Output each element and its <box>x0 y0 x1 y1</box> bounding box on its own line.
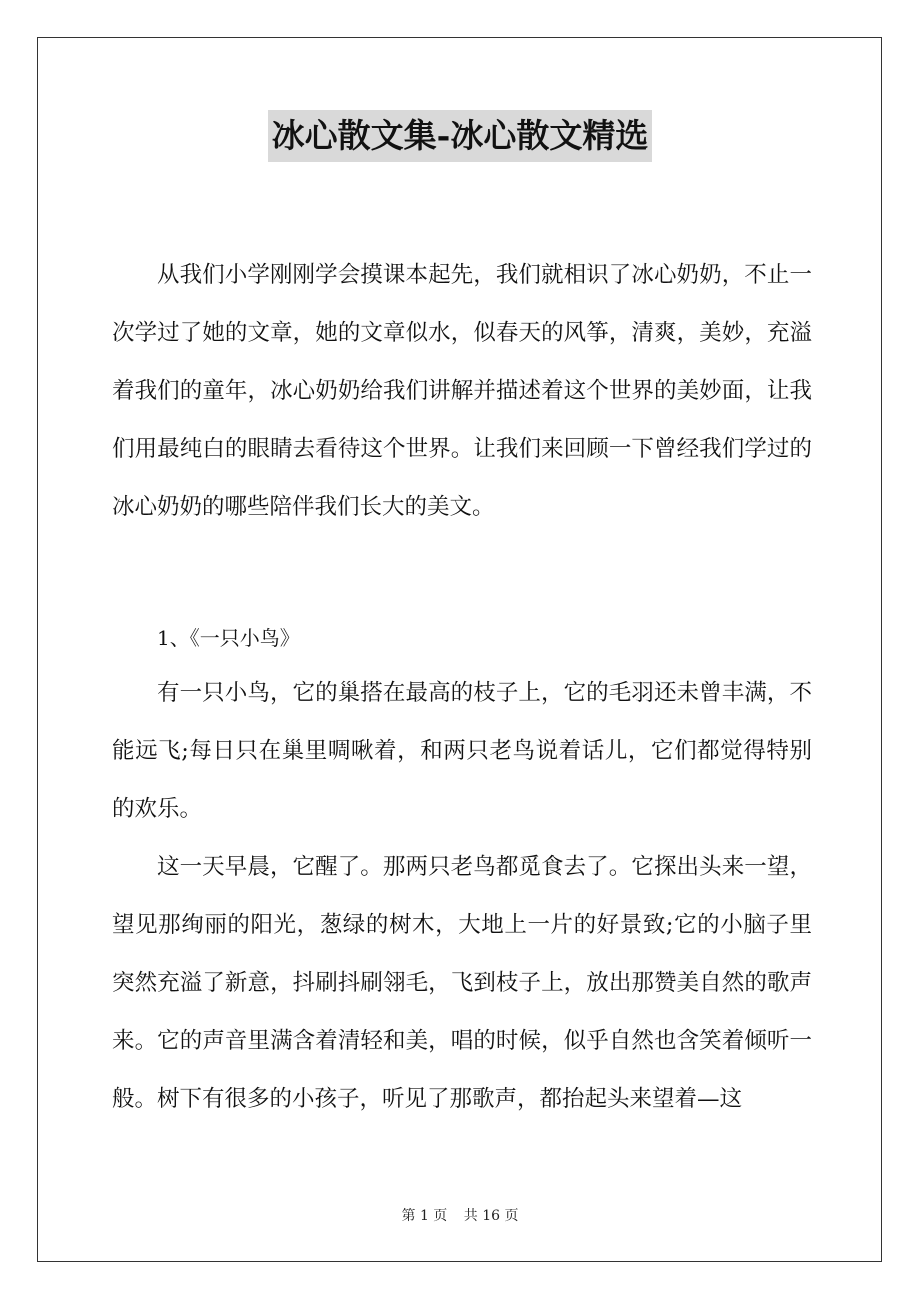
page-total: 共 16 页 <box>463 1208 519 1224</box>
intro-block <box>112 246 812 536</box>
section-heading: 1、《一只小鸟》 <box>157 626 300 650</box>
page-number: 第 1 页 <box>401 1208 448 1224</box>
intro-paragraph: 从我们小学刚刚学会摸课本起先，我们就相识了冰心奶奶，不止一次学过了她的文章，她的文章似水，似春天的风筝，清爽，美妙，充溢着我们的童年，冰心奶奶给我们讲解并描述着这个世界的美妙面，让我们用最纯白的眼睛去看待这个世界。让我们来回顾一下曾经我们学过的冰心奶奶的哪些陪伴我们长大的美文。 <box>112 262 812 520</box>
title-wrap <box>0 110 920 162</box>
body-paragraph: 有一只小鸟，它的巢搭在最高的枝子上，它的毛羽还未曾丰满，不能远飞;每日只在巢里啁啾着，和两只老鸟说着话儿，它们都觉得特别的欢乐。 <box>112 680 812 822</box>
page-footer <box>0 1205 920 1225</box>
document-title: 冰心散文集-冰心散文精选 <box>268 110 653 162</box>
section-1 <box>112 612 812 1128</box>
body-paragraph: 这一天早晨，它醒了。那两只老鸟都觅食去了。它探出头来一望，望见那绚丽的阳光，葱绿的树木，大地上一片的好景致;它的小脑子里突然充溢了新意，抖刷抖刷翎毛，飞到枝子上，放出那赞美自然的歌声来。它的声音里满含着清轻和美，唱的时候，似乎自然也含笑着倾听一般。树下有很多的小孩子，听见了那歌声，都抬起头来望着—这 <box>112 854 812 1112</box>
